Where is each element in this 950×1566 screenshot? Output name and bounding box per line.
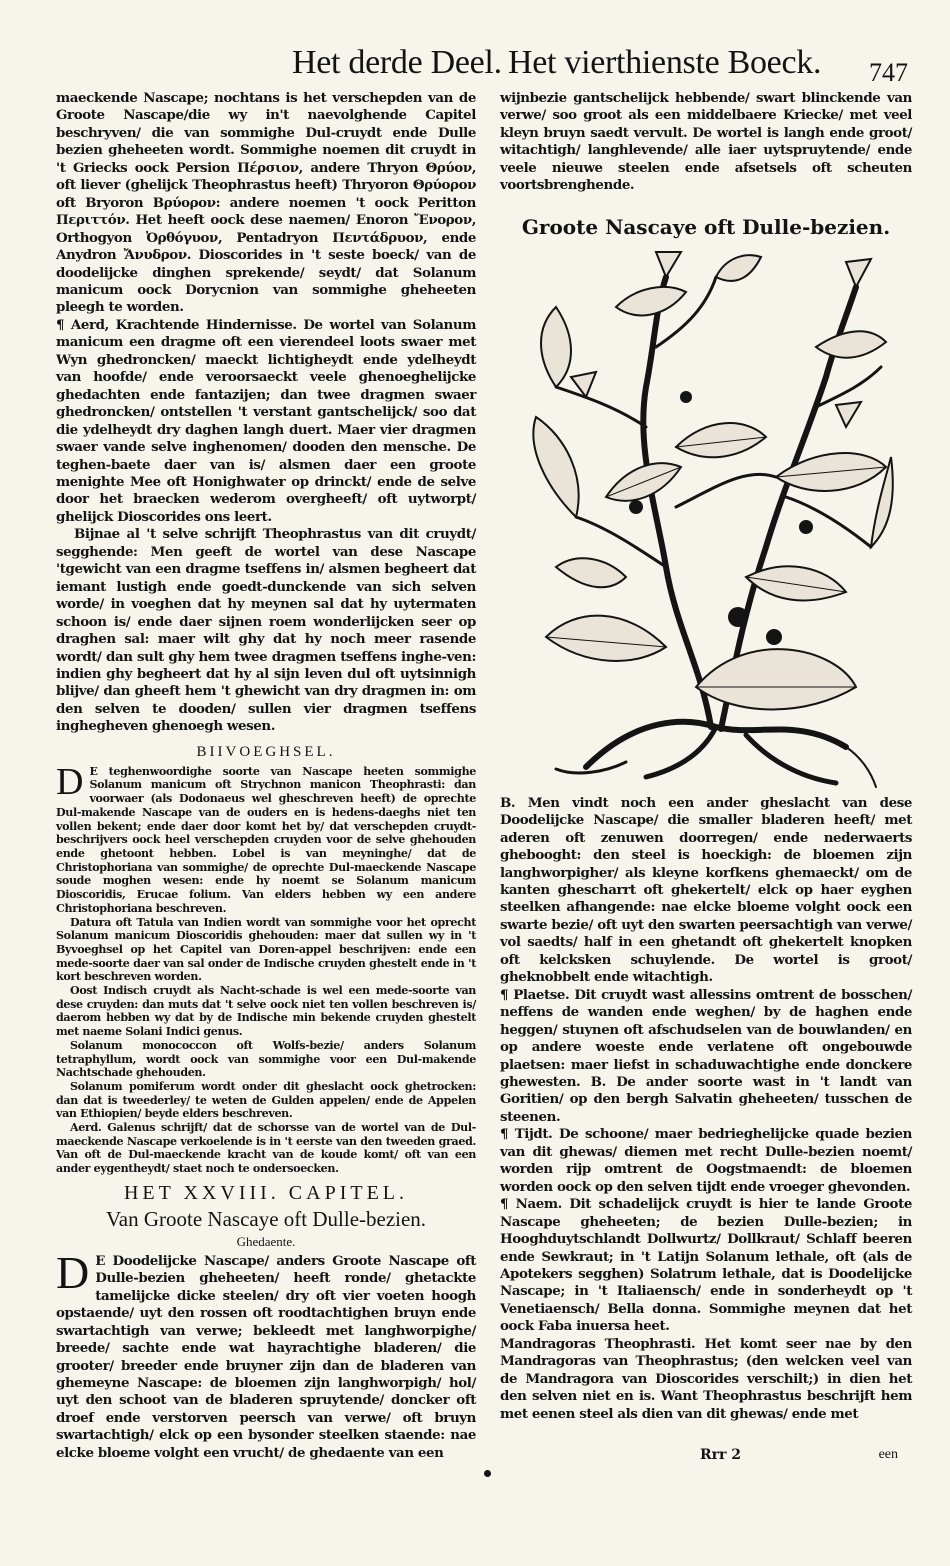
bijvoeghsel-paragraph-oost-indisch: Oost Indisch cruydt als Nacht-schade is wel een mede-soorte van dese cruyden: dan muts dat 't selve oock niet ten vollen beschreven is/ daerom hebben wy dat by de Indische min bekende cruyden ghestelt met naeme Solani Indici genus. — [56, 984, 476, 1039]
chapter-body — [56, 1246, 476, 1462]
chapter-heading: HET XXVIII. CAPITEL. — [123, 1181, 409, 1204]
bijvoeghsel-heading: BIIVOEGHSEL. — [196, 743, 336, 760]
signature-mark: Rrr 2 — [700, 1447, 742, 1463]
belladonna-woodcut-illustration — [516, 247, 896, 795]
bijvoeghsel-paragraph-1: E teghenwoordighe soorte van Nascape heeten sommighe Solanum manicum oft Strychnon manicon Theophrasti: dan voorwaer (als Dodonaeus wel gheschreven heeft) de oprechte Dul-makende Nascape van de ouders en is hedens-daeghs niet ten vollen bekent; ende daer door komt het by/ dat verschepden cruydt-beschrijvers oock heel verschepden cruyden voor de selve ghehouden ende ghetoont hebben. Lobel is van meyninghe/ dat de Christophoriana van sommighe/ de oprechte Dul-maeckende Nascape soude moghen wesen: ende hy noemt se Solanum manicum Dioscoridis, Erucae folium. Van elders hebben wy een andere Christophoriana beschreven. — [56, 764, 476, 915]
bijvoeghsel-section — [56, 760, 476, 1176]
catchword: een — [878, 1447, 898, 1462]
left-paragraph-aerd: ¶ Aerd, Krachtende Hindernisse. De wortel van Solanum manicum een dragme oft een vierendeel loots swaer met Wyn ghedroncken/ maeckt lichtigheydt ende ydelheydt van hoofde/ ende veroorsaeckt veele ghenoeghelijcke ghedachten ende fantazijen; dan twee dragmen swaer ghedroncken/ ontstellen 't verstant gantschelijck/ soo dat die ydelheydt dry daghen langh duert. Maer vier dragmen swaer vande selve inghenomen/ dooden den mensche. De teghen-baete daer van is/ alsmen daer een groote menighte Mee oft Honighwater op drinckt/ ende de selve door het braecken wederom overgheeft/ oft uytworpt/ ghelijck Dioscorides ons leert. — [56, 316, 476, 525]
illustration-caption: Groote Nascaye oft Dulle-bezien. — [521, 214, 891, 239]
chapter-paragraph-ghedaente: E Doodelijcke Nascape/ anders Groote Nascape oft Dulle-bezien gheheeten/ heeft ronde/ ghetackte tamelijcke dicke steelen/ dry oft vier voeten hoogh opstaende/ uyt den rossen oft roodtachtighen bruyn ende swartachtigh van verwe; bekleedt met langhworpighe/ breede/ sachte ende wat hayrachtighe bladeren/ die grooter/ breeder ende bruyner zijn dan de bladeren van ghemeyne Nascape: de bloemen zijn langhworpigh/ hol/ uyt den schoot van de bladeren spruytende/ doncker oft droef ende verstorven peersch van verwe/ oft bruyn swartachtigh/ elck op een bysonder steelken staende: nae elcke bloeme volght een vrucht/ de ghedaente van een — [56, 1252, 476, 1461]
left-paragraph-theophrastus: Bijnae al 't selve schrijft Theophrastus van dit cruydt/ segghende: Men geeft de wortel van dese Nascape 'tgewicht van een dragme tseffens in/ alsmen begheert dat iemant lustigh ende goedt-dunckende van sich selven worde/ in voeghen dat hy meynen sal dat hy uytermaten schoon is/ ende daer sijnen roem wonderlijcken seer op draghen sal: maer wilt ghy dat hy noch meer rasende wordt/ dan sult ghy hem twee dragmen tseffens inghe-ven: indien ghy begheert dat hy al sijn leven dul oft uytsinnigh blijve/ dan gheeft hem 't ghewicht van dry dragmen in: om den selven te dooden/ sullen vier dragmen tseffens inghegheven ghenoegh wesen. — [56, 526, 476, 735]
right-column — [500, 90, 912, 1423]
bijvoeghsel-paragraph-monococcon: Solanum monococcon oft Wolfs-bezie/ anders Solanum tetraphyllum, wordt oock van sommighe voor een Dul-makende Nachtschade ghehouden. — [56, 1038, 476, 1080]
bijvoeghsel-drop-cap: D — [56, 760, 84, 803]
running-head-left: Het derde Deel. — [292, 44, 502, 81]
right-paragraph-naem: ¶ Naem. Dit schadelijck cruydt is hier te lande Groote Nascape gheheeten; de bezien Dulle-bezien; in Hooghduytschlandt Dollwurtz/ Dollkraut/ Schlaff beeren ende Sewkraut; in 't Latijn Solanum lethale, oft (als de Apotekers segghen) Solatrum lethale, dat is Doodelijcke Nascape; in 't Italiaensch/ ende in sonderheydt op 't Venetiaensch/ Bella donna. Sommighe meynen dat het oock Faba inuersa heet. — [500, 1196, 912, 1335]
section-ghedaente-heading: Ghedaente. — [236, 1233, 296, 1249]
running-head-right: Het vierthienste Boeck. — [508, 44, 822, 81]
chapter-drop-cap: D — [56, 1246, 90, 1298]
bijvoeghsel-paragraph-aerd: Aerd. Galenus schrijft/ dat de schorsse van de wortel van de Dul-maeckende Nascape verkoelende is in 't eerste van den tweeden graed. Van oft de Dul-maeckende kracht van de koude komt/ oft van een ander eygentheydt/ staet noch te ondersoecken. — [56, 1121, 476, 1176]
right-paragraph-plaetse: ¶ Plaetse. Dit cruydt wast allessins omtrent de bosschen/ neffens de wanden ende weghen/ by de haghen ende heggen/ stuynen oft afschudselen van de bouwlanden/ en op andere woeste ende verlatene oft ongebouwde plaetsen: maer liefst in schaduwachtighe ende donckere ghewesten. B. De ander soorte wast in 't landt van Goritien/ op den bergh Salvatin gheheeten/ tusschen de steenen. — [500, 986, 912, 1125]
right-paragraph-continued: wijnbezie gantschelijck hebbende/ swart blinckende van verwe/ soo groot als een middelbaere Kriecke/ met veel kleyn bruyn saedt vervult. De wortel is langh ende groot/ witachtigh/ langhlevende/ alle iaer uytspruytende/ ende veele nieuwe steelen ende afsetsels oft scheuten voortsbrenghende. — [500, 90, 912, 194]
bijvoeghsel-paragraph-datura: Datura oft Tatula van Indien wordt van sommighe voor het oprecht Solanum manicum Dioscoridis ghehouden: maer dat sullen wy in 't Byvoeghsel op het Capitel van Doren-appel beschrijven: ende een mede-soorte daer van sal onder de Indische cruyden ghestelt ende in 't kort beschreven worden. — [56, 915, 476, 984]
ink-dot — [484, 1470, 491, 1477]
left-paragraph-names: maeckende Nascape; nochtans is het verschepden van de Groote Nascape/die wy in't naevolghende Capitel beschryven/ die van sommighe Dul-cruydt ende Dulle bezien gheheeten wordt. Sommighe noemen dit cruydt in 't Griecks oock Persion Πέρσιον, andere Thryon Θρύον, oft liever (ghelijck Theophrastus heeft) Thryoron Θρύορον oft Bryoron Βρύορον: andere noemen 't oock Peritton Περιττόν. Het heeft oock dese naemen/ Enoron Ἔνορον, Orthogyon Ὀρθόγυον, Pentadryon Πεντάδρυον, ende Anydron Ἄνυδρον. Dioscorides in 't seste boeck/ van de doodelijcke dinghen sprekende/ seydt/ dat Solanum manicum oock Dorycnion van sommighe gheheeten pleegh te worden. — [56, 90, 476, 316]
right-paragraph-species-b: B. Men vindt noch een ander gheslacht van dese Doodelijcke Nascape/ die smaller bladeren heeft/ met aderen oft zenuwen doorregen/ ende nederwaerts ghebooght: den steel is hoeckigh: de bloemen zijn langhworpigher/ als kleyne korfkens ghemaeckt/ om de kanten ghescharrt oft ghekertelt/ elck op haer eyghen steelken afhangende: nae elcke bloeme volght oock een swarte bezie/ oft uyt den swarten peersachtigh van verwe/ vol saedts/ half in een ghetandt oft ghekertelt knopken oft kelcksken schuylende. De wortel is groot/ gheknobbelt ende witachtigh. — [500, 794, 912, 986]
chapter-subtitle: Van Groote Nascaye oft Dulle-bezien. — [105, 1206, 427, 1231]
right-paragraph-mandragoras: Mandragoras Theophrasti. Het komt seer nae by den Mandragoras van Theophrastus; (den welcken veel van de Mandragora van Dioscorides verschilt;) in dien het den selven niet en is. Want Theophrastus beschrijft hem met eenen steel als dien van dit ghewas/ ende met — [500, 1335, 912, 1422]
page-number: 747 — [869, 58, 908, 87]
bijvoeghsel-paragraph-pomiferum: Solanum pomiferum wordt onder dit gheslacht oock ghetrocken: dan dat is tweederley/ te weten de Gulden appelen/ ende de Appelen van Ethiopien/ beyde elders beschreven. — [56, 1079, 476, 1121]
right-paragraph-tijdt: ¶ Tijdt. De schoone/ maer bedrieghelijcke quade bezien van dit ghewas/ diemen met recht Dulle-bezien noemt/ worden rijp omtrent de Oogstmaendt: de bloemen worden oock op den selven tijdt ende vroeger ghevonden. — [500, 1126, 912, 1195]
left-column — [56, 90, 476, 1462]
